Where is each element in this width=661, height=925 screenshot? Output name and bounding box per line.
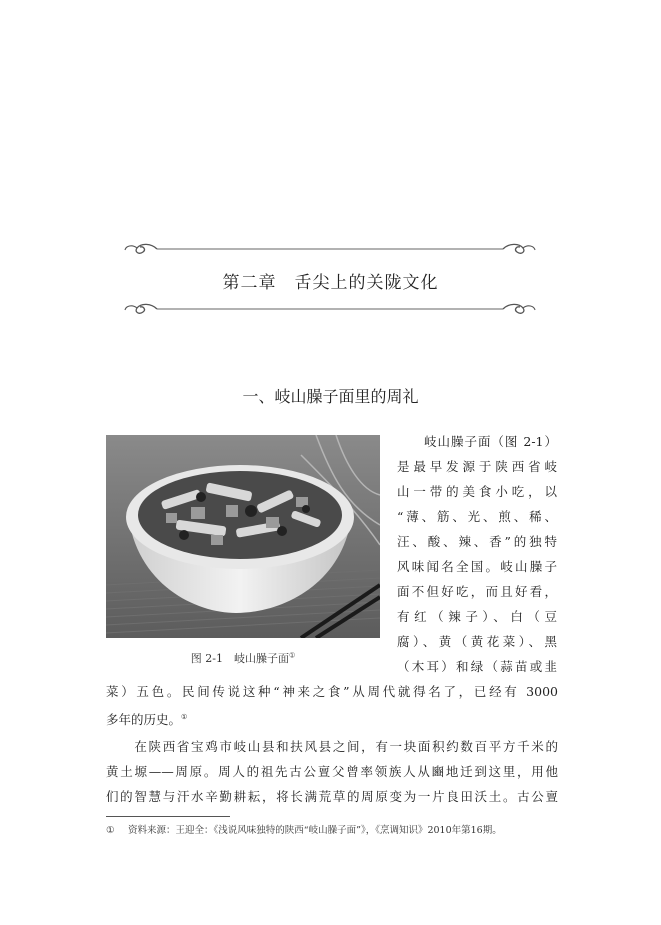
chapter-name: 舌尖上的关陇文化 — [294, 273, 439, 293]
wrapped-text-line: 是最早发源于陕西省岐 — [397, 459, 557, 474]
footnote-marker: ① — [106, 825, 115, 836]
body-text-line: 们的智慧与汗水辛勤耕耘，将长满荒草的周原变为一片良田沃土。古公亶 — [106, 789, 558, 804]
chapter-title — [0, 268, 661, 293]
wrapped-text-line: （木耳）和绿（蒜苗或韭 — [397, 659, 557, 674]
footnote-text: 资料来源：王迎全：《浅说风味独特的陕西“岐山臊子面”》，《烹调知识》2010年第16期。 — [128, 825, 502, 836]
wrapped-text-line: 山一带的美食小吃，以 — [397, 484, 557, 499]
wrapped-text-line: 腐）、黄（黄花菜）、黑 — [397, 634, 557, 649]
figure-caption-text: 图 2-1 岐山臊子面 — [190, 652, 289, 665]
body-text-line — [106, 705, 558, 729]
noodle-bowl-photo — [106, 435, 380, 638]
chapter-ornament-bottom — [123, 300, 537, 318]
wrapped-text-line: “薄、筋、光、煎、稀、 — [397, 509, 557, 524]
body-text-line: 菜）五色。民间传说这种“神来之食”从周代就得名了，已经有 3000 — [106, 684, 558, 699]
footnote — [106, 824, 566, 838]
body-text-segment: 多年的历史。 — [106, 712, 182, 728]
chapter-number: 第二章 — [222, 273, 277, 293]
chapter-ornament-top — [123, 240, 537, 258]
body-text-line: 在陕西省宝鸡市岐山县和扶风县之间，有一块面积约数百平方千米的 — [106, 739, 558, 754]
section-heading: 一、岐山臊子面里的周礼 — [242, 387, 419, 406]
wrapped-text-line: 面不但好吃，而且好看， — [397, 584, 557, 599]
footnote-separator — [106, 816, 230, 817]
wrapped-text-line: 汪、酸、辣、香”的独特 — [397, 534, 557, 549]
figure-caption-note-marker: ① — [288, 651, 296, 660]
figure-caption — [106, 650, 380, 666]
wrapped-text-line: 有红（辣子）、白（豆 — [397, 609, 557, 624]
body-text-line: 黄土塬——周原。周人的祖先古公亶父曾率领族人从豳地迁到这里，用他 — [106, 764, 558, 779]
body-note-marker: ① — [181, 713, 188, 721]
wrapped-text-line: 风味闻名全国。岐山臊子 — [397, 559, 557, 574]
wrapped-text-line: 岐山臊子面（图 2-1） — [397, 434, 557, 449]
